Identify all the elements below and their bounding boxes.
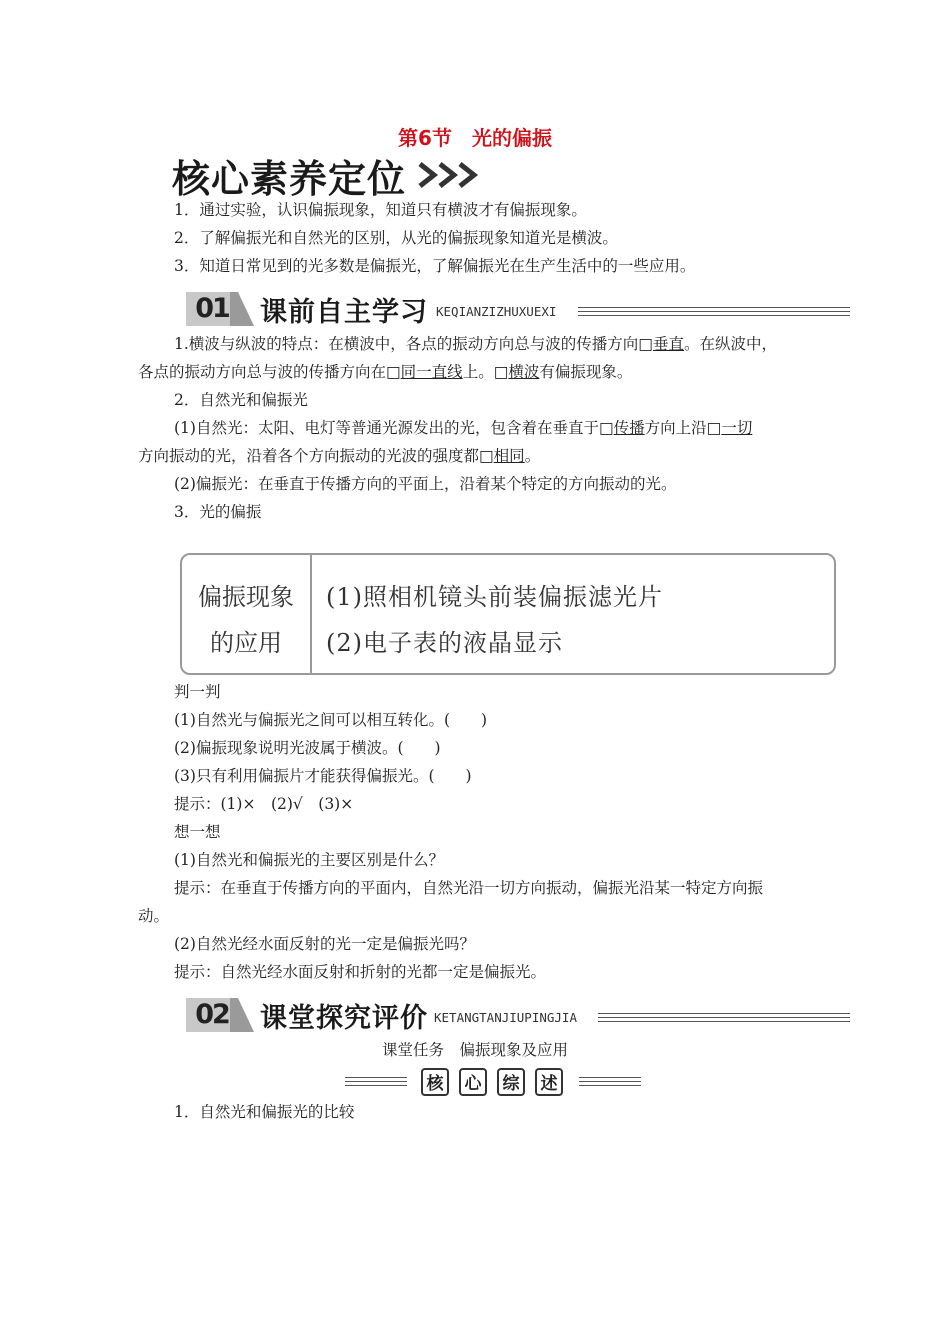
paragraph-wave-line2 [138, 361, 632, 383]
class-task-heading: 课堂任务 偏振现象及应用 [381, 1041, 568, 1059]
section-title: 课前自主学习 [260, 297, 428, 328]
banner-slant-icon [230, 998, 254, 1032]
core-summary-char: 述 [535, 1068, 563, 1096]
core-summary-char: 综 [497, 1068, 525, 1096]
objective-1: 1．通过实验，认识偏振现象，知道只有横波才有偏振现象。 [174, 201, 587, 219]
text-segment: 各点的振动方向总与波的传播方向在 [138, 363, 387, 381]
think-answer-2: 提示：自然光经水面反射和折射的光都一定是偏振光。 [174, 963, 547, 981]
table-left-line1: 偏振现象 [198, 583, 294, 611]
triple-chevron-icon [418, 160, 482, 190]
core-literacy-heading: 核心素养定位 [172, 157, 407, 201]
table-divider [310, 555, 312, 673]
blank-box-icon: □ [479, 447, 494, 465]
text-segment: 。在纵波中， [683, 335, 777, 353]
blank-box-icon: □ [386, 363, 401, 381]
application-table [180, 553, 836, 675]
blank-box-icon: □ [493, 363, 509, 381]
judge-question-3: (3)只有利用偏振片才能获得偏振光。( ) [174, 767, 472, 785]
section-pinyin: KETANGTANJIUPINGJIA [434, 1010, 577, 1025]
paragraph-natural-line2 [138, 445, 540, 467]
banner-rule [579, 1077, 641, 1087]
judge-question-2: (2)偏振现象说明光波属于横波。( ) [174, 739, 441, 757]
answer-blank: 传播 [613, 419, 645, 437]
core-summary-char: 心 [459, 1068, 487, 1096]
think-question-2: (2)自然光经水面反射的光一定是偏振光吗？ [174, 935, 475, 953]
objective-3: 3．知道日常见到的光多数是偏振光，了解偏振光在生产生活中的一些应用。 [174, 257, 696, 275]
objective-2: 2．了解偏振光和自然光的区别，从光的偏振现象知道光是横波。 [174, 229, 618, 247]
section-number: 02 [186, 998, 238, 1032]
text-segment: 上。 [462, 363, 494, 381]
section-banner-2 [186, 996, 850, 1036]
text-segment: 方向振动的光，沿着各个方向振动的光波的强度都 [138, 447, 480, 465]
answer-blank: 相同 [493, 447, 525, 465]
paragraph-natural-line1 [174, 417, 752, 439]
comparison-heading: 1．自然光和偏振光的比较 [174, 1103, 355, 1121]
judge-heading: 判一判 [174, 683, 221, 701]
blank-box-icon: □ [598, 419, 614, 437]
core-summary-banner [345, 1068, 645, 1098]
think-answer-1-line1: 提示：在垂直于传播方向的平面内，自然光沿一切方向振动，偏振光沿某一特定方向振 [174, 879, 764, 897]
banner-rule [345, 1077, 407, 1087]
think-heading: 想一想 [174, 823, 221, 841]
text-segment: 1.横波与纵波的特点：在横波中，各点的振动方向总与波的传播方向 [174, 335, 639, 353]
section-banner-1 [186, 290, 850, 330]
text-segment: 有偏振现象。 [539, 363, 633, 381]
text-segment: (1)自然光：太阳、电灯等普通光源发出的光，包含着在垂直于 [174, 419, 599, 437]
answer-blank: 同一直线 [400, 363, 463, 381]
banner-rule [578, 307, 850, 319]
blank-box-icon: □ [706, 419, 722, 437]
think-answer-1-line2: 动。 [138, 907, 170, 925]
paragraph-wave-line1 [174, 333, 777, 355]
table-right-line2: (2)电子表的液晶显示 [326, 629, 563, 657]
subheading-polarization: 3．光的偏振 [174, 503, 262, 521]
judge-hint: 提示：(1)× (2)√ (3)× [174, 795, 354, 813]
banner-rule [598, 1013, 850, 1025]
text-segment: 方向上沿 [644, 419, 707, 437]
text-segment: 。 [524, 447, 541, 465]
paragraph-polarized: (2)偏振光：在垂直于传播方向的平面上，沿着某个特定的方向振动的光。 [174, 475, 677, 493]
table-right-line1: (1)照相机镜头前装偏振滤光片 [326, 583, 663, 611]
judge-question-1: (1)自然光与偏振光之间可以相互转化。( ) [174, 711, 488, 729]
table-left-line2: 的应用 [210, 629, 282, 657]
page-title: 第6节 光的偏振 [398, 126, 552, 150]
section-pinyin: KEQIANZIZHUXUEXI [436, 304, 557, 319]
banner-slant-icon [230, 292, 254, 326]
answer-blank: 一切 [721, 419, 753, 437]
answer-blank: 横波 [508, 363, 540, 381]
answer-blank: 垂直 [652, 335, 684, 353]
section-title: 课堂探究评价 [260, 1003, 428, 1034]
think-question-1: (1)自然光和偏振光的主要区别是什么？ [174, 851, 444, 869]
blank-box-icon: □ [638, 335, 653, 353]
section-number: 01 [186, 292, 238, 326]
core-summary-char: 核 [421, 1068, 449, 1096]
subheading-natural-polarized: 2．自然光和偏振光 [174, 391, 308, 409]
